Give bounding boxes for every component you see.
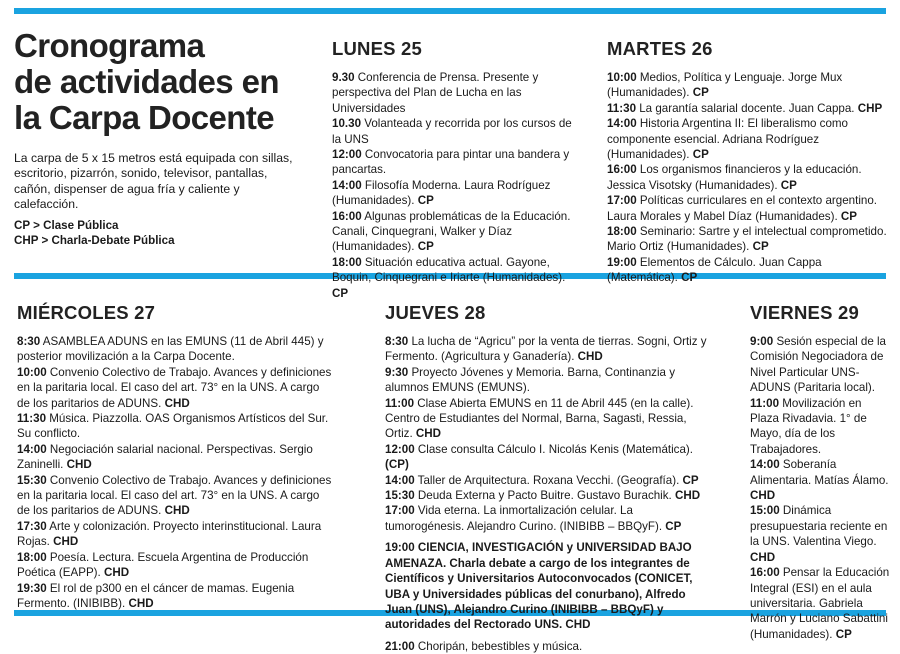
event-item: 9:00 Sesión especial de la Comisión Negociadora de Nivel Particular UNS-ADUNS (Paritaria local). — [750, 335, 887, 395]
events-list — [607, 70, 889, 286]
event-item: 14:00 Negociación salarial nacional. Perspectivas. Sergio Zaninelli. CHD — [17, 442, 313, 472]
event-item: 17:00 Políticas curriculares en el contexto argentino. Laura Morales y Mabel Díaz (Humanidades). CP — [607, 194, 878, 223]
event-item: 10.30 Volanteada y recorrida por los cursos de la UNS — [332, 117, 572, 146]
day-title: LUNES 25 — [332, 38, 423, 59]
event-item: 15:00 Dinámica presupuestaria reciente en la UNS. Valentina Viego. CHD — [750, 504, 888, 564]
event-item: 11:00 Clase Abierta EMUNS en 11 de Abril 445 (en la calle). Centro de Estudiantes del Normal, Barna, Sagasti, Ressia, Ortiz. CHD — [385, 396, 694, 441]
event-item: 15:30 Convenio Colectivo de Trabajo. Avances y definiciones en la paritaria local. El caso del art. 73° en la UNS. A cargo de los paritarios de ADUNS. CHD — [17, 473, 332, 518]
title-line: Cronograma — [14, 27, 205, 64]
event-item: 8:30 ASAMBLEA ADUNS en las EMUNS (11 de Abril 445) y posterior movilización a la Carpa Docente. — [17, 335, 324, 364]
legend-item-cp: CP > Clase Pública — [14, 219, 119, 232]
event-item: 18:00 Poesía. Lectura. Escuela Argentina de Producción Poética (EAPP). CHD — [17, 550, 309, 580]
event-item: 9:30 Proyecto Jóvenes y Memoria. Barna, Continanzia y alumnos EMUNS (EMUNS). — [385, 365, 675, 395]
day-monday — [332, 38, 582, 301]
event-item: 15:30 Deuda Externa y Pacto Buitre. Gustavo Burachik. CHD — [385, 489, 701, 503]
special-event: 19:00 CIENCIA, INVESTIGACIÓN y UNIVERSIDAD BAJO AMENAZA. Charla debate a cargo de los integrantes de Científicos y Universitarios Autoconvocados (CONICET, UBA y Universidades públicas del conurbano), Alfredo Juan (UNS), Alejandro Curino (INIBIBB – BBQyF) y autoridades del Rectorado UNS. CHD — [385, 541, 693, 632]
event-item: 10:00 Medios, Política y Lenguaje. Jorge Mux (Humanidades). CP — [607, 71, 843, 100]
events-list — [750, 334, 890, 642]
title-line: la Carpa Docente — [14, 99, 274, 136]
tent-description: La carpa de 5 x 15 metros está equipada con sillas, escritorio, pizarrón, sonido, televisor, pantallas, cañón, dispenser de agua fría y caliente y calefacción. — [14, 151, 293, 212]
event-item: 19:00 Elementos de Cálculo. Juan Cappa (Matemática). CP — [607, 255, 822, 285]
title-line: de actividades en — [14, 63, 279, 100]
event-item: 10:00 Convenio Colectivo de Trabajo. Avances y definiciones en la paritaria local. El caso del art. 73° en la UNS. A cargo de los paritarios de ADUNS. CHD — [17, 365, 332, 410]
event-item: 8:30 La lucha de “Agricu” por la venta de tierras. Sogni, Ortiz y Fermento. (Agricultura y Ganadería). CHD — [385, 335, 707, 364]
day-title: JUEVES 28 — [385, 302, 486, 323]
event-item: 12:00 Clase consulta Cálculo I. Nicolás Kenis (Matemática). (CP) — [385, 442, 694, 472]
legend-item-chp: CHP > Charla-Debate Pública — [14, 234, 175, 248]
day-tuesday — [607, 38, 889, 286]
day-title: MARTES 26 — [607, 38, 713, 59]
day-thursday — [385, 302, 711, 654]
event-item: 9.30 Conferencia de Prensa. Presente y perspectiva del Plan de Lucha en las Universidades — [332, 71, 539, 115]
event-item: 12:00 Convocatoria para pintar una bandera y pancartas. — [332, 148, 570, 177]
day-title: MIÉRCOLES 27 — [17, 302, 156, 323]
top-accent-bar — [14, 8, 886, 14]
event-item: 17:30 Arte y colonización. Proyecto interinstitucional. Laura Rojas. CHD — [17, 519, 322, 549]
day-title: VIERNES 29 — [750, 302, 859, 323]
event-item: 14:00 Soberanía Alimentaria. Matías Álamo. CHD — [750, 458, 889, 503]
event-item: 11:30 Música. Piazzolla. OAS Organismos Artísticos del Sur. Su conflicto. — [17, 412, 329, 441]
event-item: 18:00 Seminario: Sartre y el intelectual comprometido. Mario Ortiz (Humanidades). CP — [607, 225, 887, 254]
event-item: 16:00 Algunas problemáticas de la Educación. Canali, Cinquegrani, Walker y Díaz (Humanidades). CP — [332, 209, 571, 254]
events-list — [332, 70, 582, 301]
event-item: 19:30 El rol de p300 en el cáncer de mamas. Eugenia Fermento. (INIBIBB). CHD — [17, 581, 295, 610]
events-list — [385, 334, 711, 534]
event-item: 11:00 Movilización en Plaza Rivadavia. 1° de Mayo, día de los Trabajadores. — [750, 396, 867, 456]
event-item: 14:00 Taller de Arquitectura. Roxana Vecchi. (Geografía). CP — [385, 473, 699, 487]
event-item: 14:00 Filosofía Moderna. Laura Rodríguez (Humanidades). CP — [332, 178, 551, 208]
event-item: 16:00 Pensar la Educación Integral (ESI) en el aula universitaria. Gabriela Marrón y Luciano Sabattini (Humanidades). CP — [750, 566, 890, 641]
event-item: 18:00 Situación educativa actual. Gayone, Boquin, Cinquegrani e Iriarte (Humanidades). CP — [332, 255, 566, 300]
day-wednesday — [17, 302, 335, 611]
event-item: 16:00 Los organismos financieros y la educación. Jessica Visotsky (Humanidades). CP — [607, 163, 862, 192]
events-list — [17, 334, 335, 611]
legend — [14, 218, 304, 249]
day-friday — [750, 302, 890, 642]
page-title — [14, 28, 314, 136]
event-item: 17:00 Vida eterna. La inmortalización celular. La tumorogénesis. Alejandro Curino. (INIBIBB – BBQyF). CP — [385, 504, 682, 533]
closing-event: 21:00 Choripán, bebestibles y música. — [385, 639, 583, 653]
event-item: 11:30 La garantía salarial docente. Juan Cappa. CHP — [607, 101, 883, 115]
event-item: 14:00 Historia Argentina II: El liberalismo como componente esencial. Adriana Rodríguez (Humanidades). CP — [607, 117, 849, 162]
